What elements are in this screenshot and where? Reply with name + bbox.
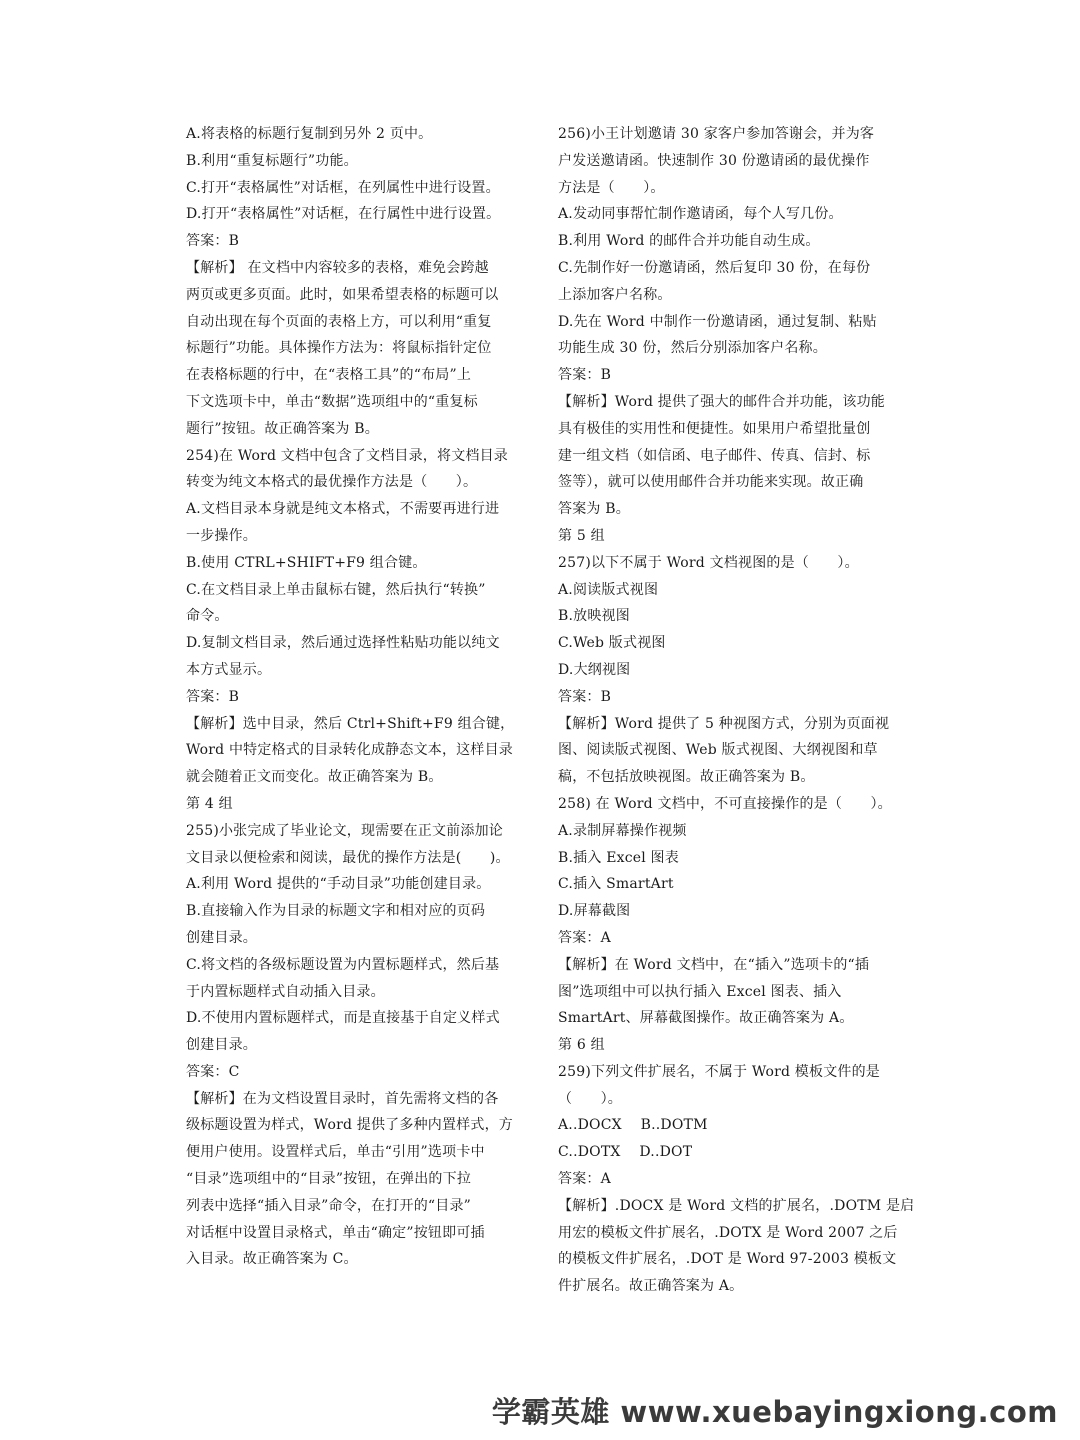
text-line: 答案：B (186, 233, 240, 250)
text-line: A.利用 Word 提供的“手动目录”功能创建目录。 (186, 876, 491, 893)
text-line: B.使用 CTRL+SHIFT+F9 组合键。 (186, 554, 427, 571)
text-line: 254)在 Word 文档中包含了文档目录，将文档目录 (186, 447, 509, 464)
text-line: 答案：B (558, 688, 612, 705)
text-line: 便用户使用。设置样式后，单击“引用”选项卡中 (186, 1144, 485, 1161)
text-line: 创建目录。 (186, 929, 257, 946)
text-line: 具有极佳的实用性和便捷性。如果用户希望批量创 (558, 420, 871, 437)
text-line: 第 5 组 (558, 527, 605, 544)
text-line: D.不使用内置标题样式，而是直接基于自定义样式 (186, 1010, 500, 1027)
text-line: 答案：B (558, 367, 612, 384)
text-line: 图、阅读版式视图、Web 版式视图、大纲视图和草 (558, 742, 878, 759)
text-line: 255)小张完成了毕业论文，现需要在正文前添加论 (186, 822, 503, 839)
text-line: 257)以下不属于 Word 文档视图的是（ ）。 (558, 554, 859, 571)
text-line: Word 中特定格式的目录转化成静态文本，这样目录 (186, 742, 513, 759)
text-line: 【解析】Word 提供了 5 种视图方式，分别为页面视 (558, 715, 890, 732)
text-line: A.阅读版式视图 (558, 581, 659, 598)
text-line: 标题行”功能。具体操作方法为：将鼠标指针定位 (186, 340, 492, 357)
text-line: C.将文档的各级标题设置为内置标题样式，然后基 (186, 956, 500, 973)
text-line: 方法是（ ）。 (558, 179, 665, 196)
text-line: B.直接输入作为目录的标题文字和相对应的页码 (186, 903, 486, 920)
text-line: 稿，不包括放映视图。故正确答案为 B。 (558, 769, 815, 786)
text-line: C.插入 SmartArt (558, 876, 674, 893)
text-line: 件扩展名。故正确答案为 A。 (558, 1278, 744, 1295)
text-line: D.屏幕截图 (558, 903, 631, 920)
text-line: 一步操作。 (186, 527, 257, 544)
text-line: “目录”选项组中的“目录”按钮，在弹出的下拉 (186, 1171, 472, 1188)
text-line: 两页或更多页面。此时，如果希望表格的标题可以 (186, 286, 499, 303)
text-line: 文目录以便检索和阅读，最优的操作方法是( )。 (186, 849, 510, 866)
text-line: C.Web 版式视图 (558, 635, 666, 652)
text-line: 级标题设置为样式，Word 提供了多种内置样式，方 (186, 1117, 513, 1134)
text-line: 对话框中设置目录格式，单击“确定”按钮即可插 (186, 1224, 485, 1241)
text-line: 功能生成 30 份，然后分别添加客户名称。 (558, 340, 827, 357)
text-line: A.录制屏幕操作视频 (558, 822, 687, 839)
text-line: 入目录。故正确答案为 C。 (186, 1251, 358, 1268)
text-line: 【解析】.DOCX 是 Word 文档的扩展名，.DOTM 是启 (558, 1197, 915, 1214)
text-line: B.插入 Excel 图表 (558, 849, 679, 866)
text-line: 建一组文档（如信函、电子邮件、传真、信封、标 (558, 447, 871, 464)
text-line: A.文档目录本身就是纯文本格式，不需要再进行进 (186, 501, 500, 518)
text-line: 题行”按钮。故正确答案为 B。 (186, 420, 379, 437)
text-line: B.放映视图 (558, 608, 630, 625)
text-line: 列表中选择“插入目录”命令，在打开的“目录” (186, 1197, 472, 1214)
text-line: 的模板文件扩展名，.DOT 是 Word 97-2003 模板文 (558, 1251, 897, 1268)
text-line: 答案为 B。 (558, 501, 630, 518)
text-line: C.打开“表格属性”对话框，在列属性中进行设置。 (186, 179, 500, 196)
text-line: B.利用 Word 的邮件合并功能自动生成。 (558, 233, 820, 250)
text-line: C..DOTX D..DOT (558, 1144, 693, 1161)
text-line: 259)下列文件扩展名，不属于 Word 模板文件的是 (558, 1063, 881, 1080)
text-line: D.大纲视图 (558, 661, 631, 678)
text-line: D.先在 Word 中制作一份邀请函，通过复制、粘贴 (558, 313, 877, 330)
text-line: B.利用“重复标题行”功能。 (186, 152, 358, 169)
text-line: 【解析】在 Word 文档中，在“插入”选项卡的“插 (558, 956, 870, 973)
text-line: 258) 在 Word 文档中，不可直接操作的是（ ）。 (558, 795, 892, 812)
text-line: 【解析】Word 提供了强大的邮件合并功能，该功能 (558, 393, 885, 410)
text-line: 图”选项组中可以执行插入 Excel 图表、插入 (558, 983, 842, 1000)
text-line: 本方式显示。 (186, 661, 272, 678)
text-line: SmartArt、屏幕截图操作。故正确答案为 A。 (558, 1010, 854, 1027)
text-line: 256)小王计划邀请 30 家客户参加答谢会，并为客 (558, 126, 875, 142)
text-line: 【解析】选中目录，然后 Ctrl+Shift+F9 组合键， (186, 715, 515, 732)
text-line: A.发动同事帮忙制作邀请函，每个人写几份。 (558, 206, 843, 223)
text-line: 转变为纯文本格式的最优操作方法是（ ）。 (186, 474, 478, 491)
text-line: 户发送邀请函。快速制作 30 份邀请函的最优操作 (558, 152, 870, 169)
text-line: 答案：A (558, 1171, 611, 1188)
text-line: 第 4 组 (186, 795, 233, 812)
text-line: （ ）。 (558, 1090, 622, 1107)
text-line: 创建目录。 (186, 1037, 257, 1054)
text-line: 用宏的模板文件扩展名，.DOTX 是 Word 2007 之后 (558, 1224, 898, 1241)
text-line: 答案：B (186, 688, 240, 705)
text-line: 命令。 (186, 608, 229, 625)
text-line: 于内置标题样式自动插入目录。 (186, 983, 385, 1000)
text-line: 签等），就可以使用邮件合并功能来实现。故正确 (558, 474, 864, 491)
text-line: 答案：A (558, 929, 611, 946)
text-line: 上添加客户名称。 (558, 286, 672, 303)
text-line: D.打开“表格属性”对话框，在行属性中进行设置。 (186, 206, 501, 223)
text-line: 【解析】 在文档中内容较多的表格，难免会跨越 (186, 259, 489, 276)
text-line: C.先制作好一份邀请函，然后复印 30 份，在每份 (558, 259, 871, 276)
text-line: D.复制文档目录，然后通过选择性粘贴功能以纯文 (186, 635, 500, 652)
text-line: 自动出现在每个页面的表格上方，可以利用“重复 (186, 313, 492, 330)
footer-watermark: 学霸英雄 www.xuebayingxiong.com (491, 1395, 1058, 1429)
left-column (186, 121, 538, 1273)
text-line: 第 6 组 (558, 1037, 605, 1054)
text-line: A.将表格的标题行复制到另外 2 页中。 (186, 126, 433, 142)
text-line: A..DOCX B..DOTM (558, 1117, 708, 1134)
right-column (558, 121, 915, 1300)
text-line: 下文选项卡中，单击“数据”选项组中的“重复标 (186, 393, 478, 410)
text-line: C.在文档目录上单击鼠标右键，然后执行“转换” (186, 581, 486, 598)
text-line: 答案：C (186, 1063, 240, 1080)
text-line: 在表格标题的行中，在“表格工具”的“布局”上 (186, 367, 472, 384)
text-line: 【解析】在为文档设置目录时，首先需将文档的各 (186, 1090, 499, 1107)
text-line: 就会随着正文而变化。故正确答案为 B。 (186, 769, 443, 786)
